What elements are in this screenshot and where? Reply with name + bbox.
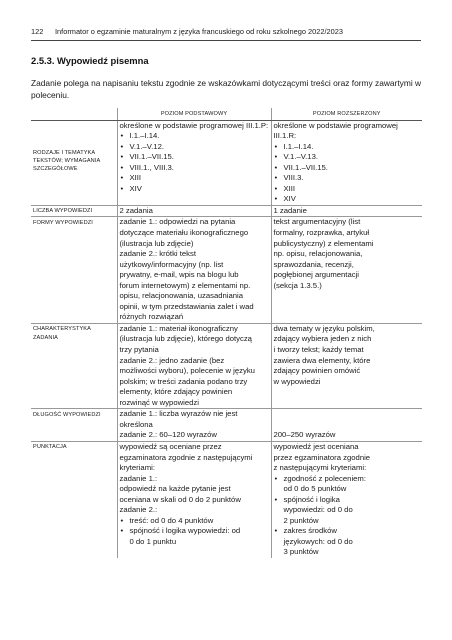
basic-rodzaje-list <box>120 131 269 194</box>
list-item: • I.1.–I.14. <box>120 131 269 142</box>
basic-cell-dlugosc <box>117 409 271 442</box>
header-extended-level: POZIOM ROZSZERZONY <box>271 108 422 120</box>
list-item-text: 2 punktów <box>283 515 319 525</box>
section-title: 2.5.3. Wypowiedź pisemna <box>31 55 149 66</box>
list-item <box>274 495 421 527</box>
text-line: sprawozdania, recenzji, <box>273 259 354 269</box>
running-header <box>31 27 421 36</box>
list-item-text: 0 do 1 punktu <box>129 536 177 546</box>
row-label-punktacja: PUNKTACJA <box>33 444 67 451</box>
text-line: różnych rozwiązań <box>119 312 184 322</box>
basic-cell-liczba: 2 zadania <box>117 205 271 217</box>
text-line: przez egzaminatora zgodnie <box>273 452 371 462</box>
list-item: • XIV <box>120 184 269 195</box>
list-item-text: • spójność i logika <box>283 494 340 504</box>
ext-punktacja-list <box>274 474 421 558</box>
row-label-liczba: LICZBA WYPOWIEDZI <box>33 208 93 215</box>
list-item-text: od 0 do 5 punktów <box>283 484 347 494</box>
text-line: formalny, rozprawka, artykuł <box>273 228 370 238</box>
text-line: odpowiedź na każde pytanie jest <box>119 484 231 494</box>
list-item-text: • spójność i logika wypowiedzi: od <box>129 526 241 536</box>
text-line: (ilustracja lub zdjęcie) <box>119 238 194 248</box>
text-line: polskim; w treści zadania podano trzy <box>119 376 248 386</box>
text-line: egzaminatora zgodnie z następującymi <box>119 452 253 462</box>
list-item-text: treść: od 0 do 4 punktów <box>129 515 214 525</box>
list-item: • VIII.3. <box>274 173 421 184</box>
text-line: zadanie 2.: krótki tekst <box>119 249 196 259</box>
text-line: dotyczące materiału ikonograficznego <box>119 228 249 238</box>
text-line: wypowiedź są oceniane przez <box>119 441 222 451</box>
row-label-cell <box>31 323 117 408</box>
row-label-cell <box>31 441 117 558</box>
list-item-text: językowych: od 0 do <box>283 536 353 546</box>
text-line: zdający powinien omówić <box>273 366 361 376</box>
text-line: zdający wybiera jeden z nich <box>273 334 372 344</box>
text-line: zawiera dwa elementy, które <box>273 355 371 365</box>
list-item <box>274 526 421 558</box>
text-line: np. opisu, relacjonowania, <box>273 249 363 259</box>
text-line: zadanie 2.: 60–120 wyrazów <box>119 430 217 440</box>
table-row-rodzaje <box>31 120 422 205</box>
text-line: opinii, w tym przedstawiania zalet i wad <box>119 301 254 311</box>
text-line: prywatny, e-mail, wpis na blogu lub <box>119 270 239 280</box>
ext-cell-liczba: 1 zadanie <box>271 205 422 217</box>
list-item-text: • zgodność z poleceniem: <box>283 473 366 483</box>
header-empty-cell <box>31 108 117 120</box>
ext-rodzaje-intro: określone w podstawie programowej III.1.R: <box>273 120 398 141</box>
basic-cell-punktacja <box>117 441 271 558</box>
text-line: kryteriami: <box>119 463 155 473</box>
ext-cell-rodzaje <box>271 120 422 205</box>
text-line: (ilustracja lub zdjęcie), którego dotyczą <box>119 334 252 344</box>
text-line: elementy, które zdający powinien <box>119 387 233 397</box>
list-item: • V.1.–V.13. <box>274 152 421 163</box>
list-item: • XIII <box>120 173 269 184</box>
header-divider <box>31 40 421 41</box>
table-row-dlugosc <box>31 409 422 442</box>
row-label-formy: FORMY WYPOWIEDZI <box>33 219 93 226</box>
text-line: publicystyczny) z elementami <box>273 238 374 248</box>
text-line: forum internetowym) z elementami np. <box>119 280 251 290</box>
ext-cell-formy <box>271 217 422 323</box>
text-line <box>274 409 421 420</box>
ext-cell-punktacja <box>271 441 422 558</box>
text-line: zadanie 2.: jedno zadanie (bez <box>119 355 225 365</box>
list-item: • V.1.–V.12. <box>120 142 269 153</box>
text-line <box>274 420 421 431</box>
row-label-cell <box>31 409 117 442</box>
table-row-liczba <box>31 205 422 217</box>
row-label-cell <box>31 120 117 205</box>
header-basic-level: POZIOM PODSTAWOWY <box>117 108 271 120</box>
row-label-cell <box>31 217 117 323</box>
list-item: • I.1.–I.14. <box>274 142 421 153</box>
table-row-formy <box>31 217 422 323</box>
list-item: • XIV <box>274 194 421 205</box>
basic-cell-charakterystyka <box>117 323 271 408</box>
text-line: i tworzy tekst; każdy temat <box>273 345 364 355</box>
row-label-cell <box>31 205 117 217</box>
exam-spec-table <box>31 108 422 558</box>
list-item-text: 3 punktów <box>283 547 319 557</box>
section-intro: Zadanie polega na napisaniu tekstu zgodnie ze wskazówkami dotyczącymi treści oraz formy zawartymi w poleceniu. <box>31 78 422 101</box>
text-line: opisu, relacjonowania, uzasadniania <box>119 291 244 301</box>
text-line: z następującymi kryteriami: <box>273 463 367 473</box>
text-line: zadanie 2.: <box>119 505 158 515</box>
text-line: oceniana w skali od 0 do 2 punktów <box>119 494 241 504</box>
table-row-punktacja <box>31 441 422 558</box>
text-line: dwa tematy w języku polskim, <box>273 323 375 333</box>
list-item <box>274 474 421 495</box>
text-line: zadanie 1.: <box>119 473 158 483</box>
list-item <box>120 526 269 547</box>
ext-dlugosc-value: 200–250 wyrazów <box>273 430 336 440</box>
row-label-dlugosc: DŁUGOŚĆ WYPOWIEDZI <box>33 411 101 418</box>
text-line: w wypowiedzi <box>273 376 321 386</box>
basic-cell-rodzaje <box>117 120 271 205</box>
running-title: Informator o egzaminie maturalnym z języka francuskiego od roku szkolnego 2022/2023 <box>55 27 343 36</box>
list-item: • VIII.1., VIII.3. <box>120 163 269 174</box>
basic-cell-formy <box>117 217 271 323</box>
text-line: użytkowy/informacyjny (np. list <box>119 259 224 269</box>
list-item-text: • zakres środków <box>283 526 337 536</box>
text-line: możliwości wyboru), polecenie w języku <box>119 366 255 376</box>
ext-rodzaje-list <box>274 142 421 205</box>
table-header-row <box>31 108 422 120</box>
text-line: tekst argumentacyjny (list <box>273 217 361 227</box>
list-item: • VII.1.–VII.15. <box>274 163 421 174</box>
row-label-rodzaje: RODZAJE I TEMATYKA TEKSTÓW; WYMAGANIA SZCZEGÓŁOWE <box>33 149 100 172</box>
table-row-charakterystyka <box>31 323 422 408</box>
list-item: • VII.1.–VII.15. <box>120 152 269 163</box>
text-line: pogłębionej argumentacji <box>273 270 359 280</box>
text-line: rozwinąć w wypowiedzi <box>119 397 199 407</box>
list-item: • XIII <box>274 184 421 195</box>
text-line: zadanie 1.: odpowiedzi na pytania <box>119 217 236 227</box>
row-label-charakterystyka: CHARAKTERYSTYKA ZADANIA <box>33 326 91 341</box>
text-line: zadanie 1.: materiał ikonograficzny <box>119 323 238 333</box>
basic-punktacja-list <box>120 516 269 548</box>
text-line: zadanie 1.: liczba wyrazów nie jest <box>119 409 238 419</box>
text-line: trzy pytania <box>119 345 159 355</box>
page-number: 122 <box>31 27 44 36</box>
list-item <box>120 516 269 527</box>
basic-rodzaje-intro: określone w podstawie programowej III.1.P: <box>119 120 269 130</box>
list-item-text: wypowiedzi: od 0 do <box>283 505 353 515</box>
ext-cell-charakterystyka <box>271 323 422 408</box>
text-line: wypowiedź jest oceniana <box>273 441 359 451</box>
text-line: (sekcja 1.3.5.) <box>273 280 322 290</box>
text-line: określona <box>119 419 153 429</box>
ext-cell-dlugosc <box>271 409 422 442</box>
